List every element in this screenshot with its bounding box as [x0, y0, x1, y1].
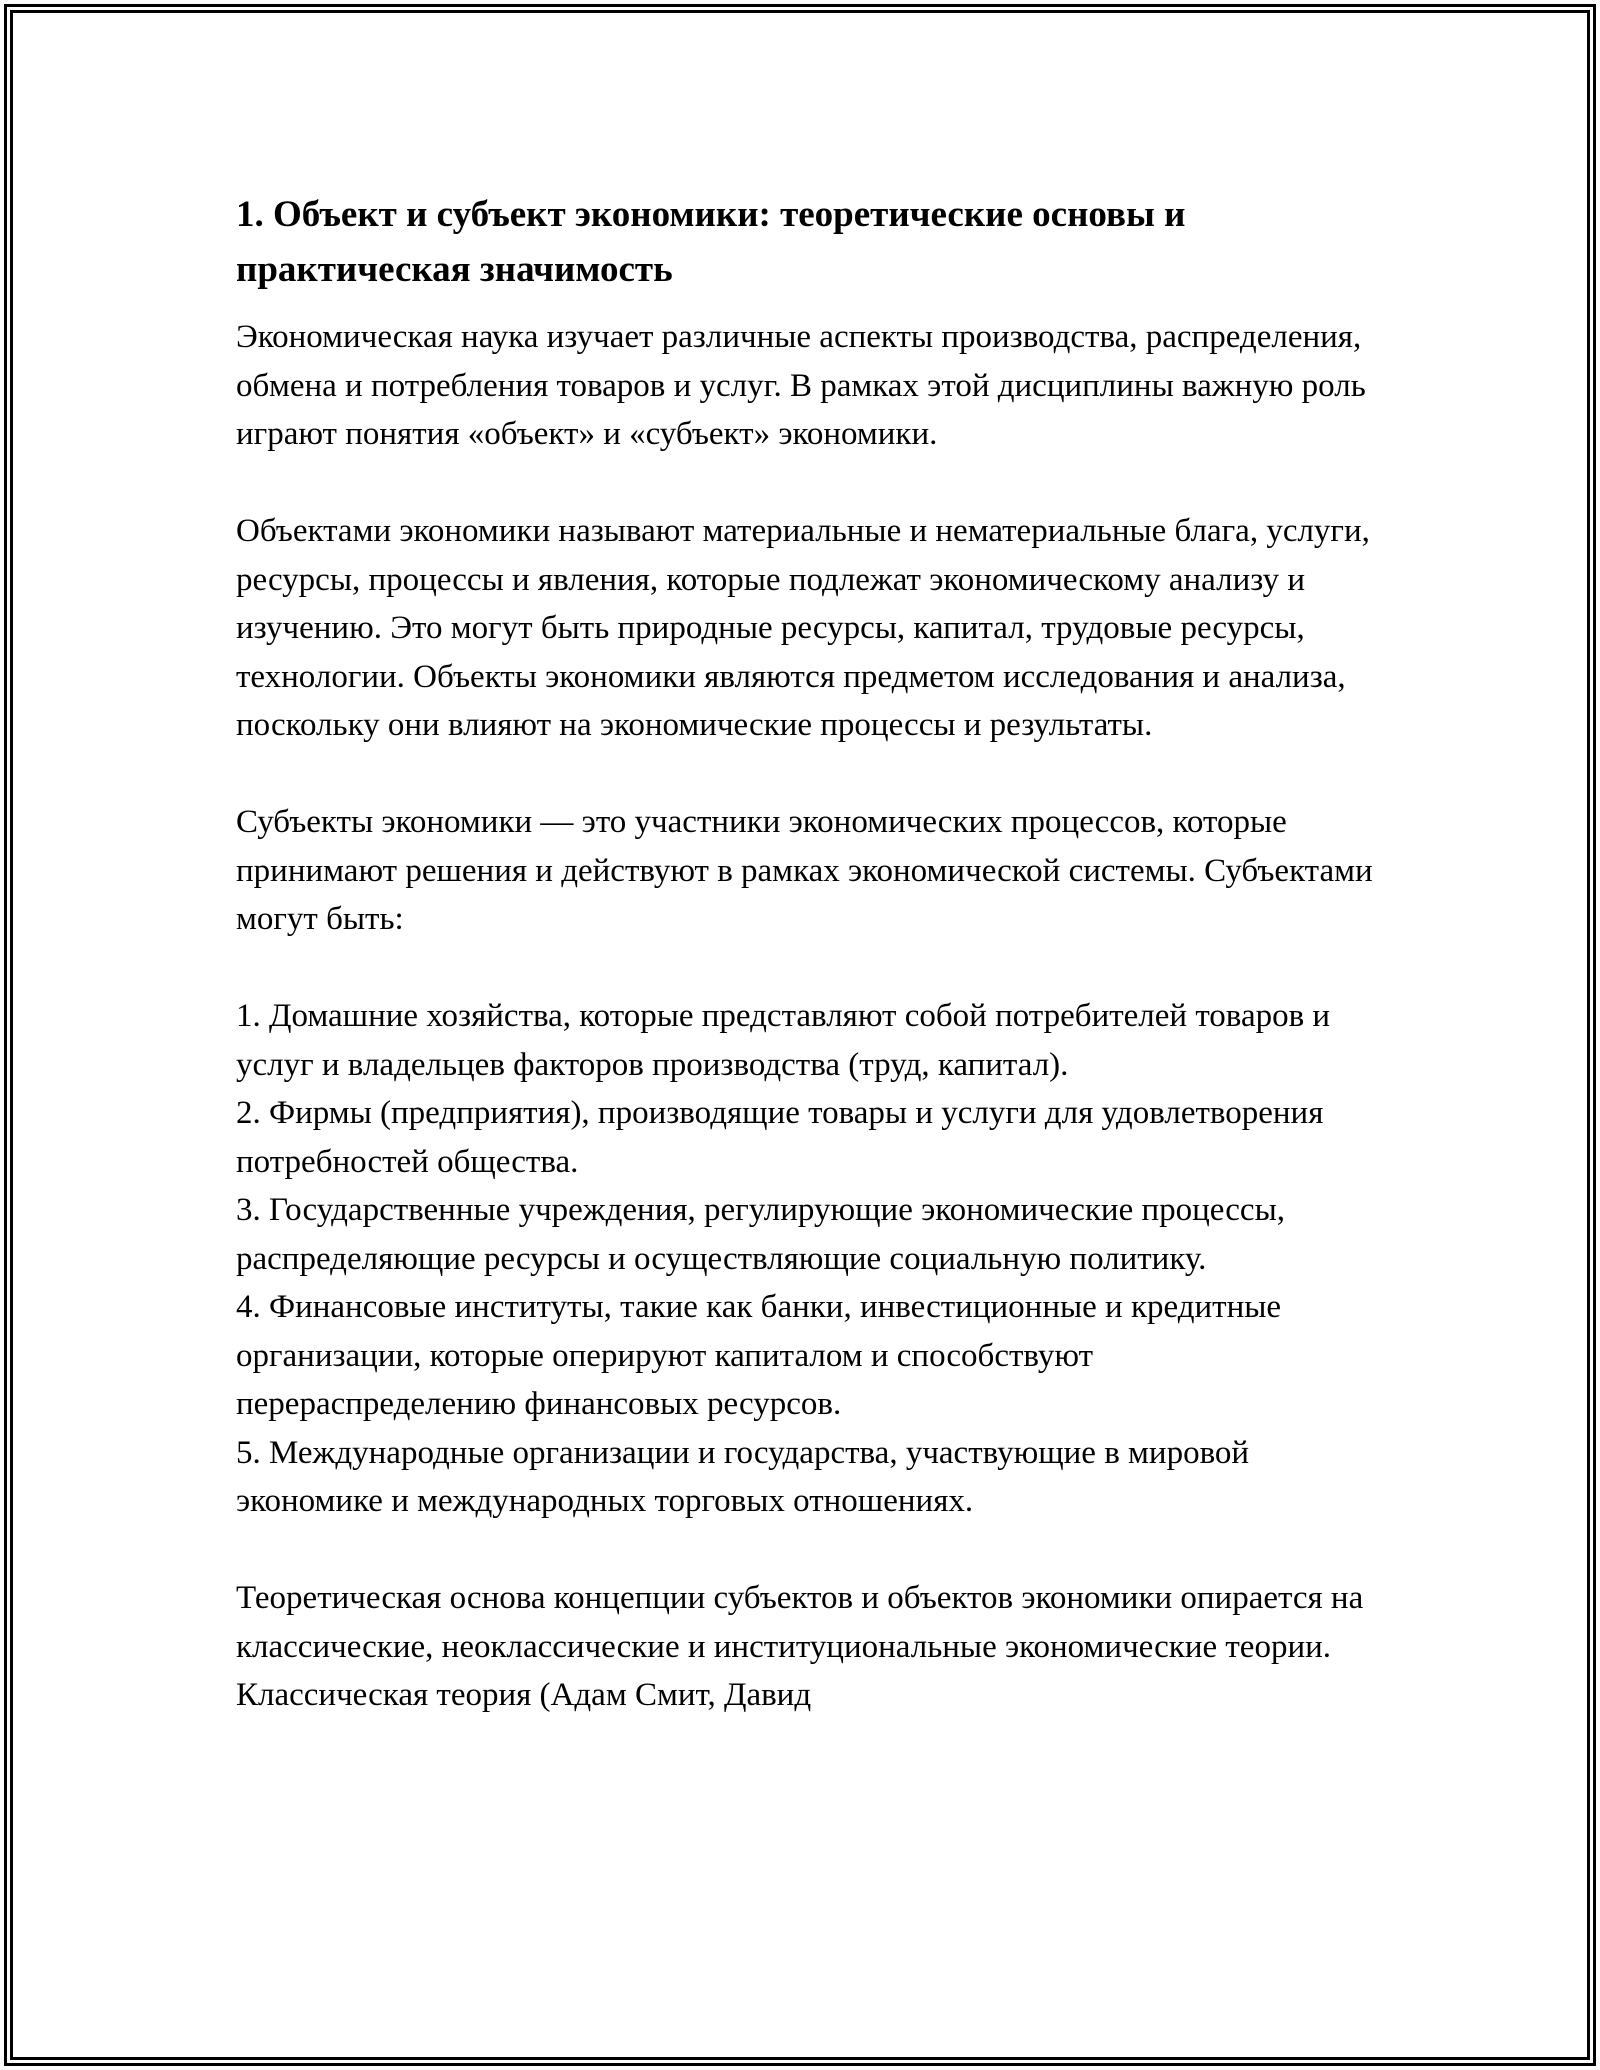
subjects-paragraph: Субъекты экономики — это участники экономических процессов, которые принимают решения и действуют в рамках экономической системы. Субъектами могут быть: — [236, 804, 1373, 937]
list-item: 4. Финансовые институты, такие как банки, инвестиционные и кредитные организации, которые оперируют капиталом и способствуют перераспределению финансовых ресурсов. — [236, 1289, 1282, 1422]
theory-paragraph: Теоретическая основа концепции субъектов и объектов экономики опирается на классические, неоклассические и институциональные экономические теории. Классическая теория (Адам Смит, Давид — [236, 1580, 1364, 1713]
section-title: 1. Объект и субъект экономики: теоретические основы и практическая значимость — [236, 194, 1186, 290]
list-item: 1. Домашние хозяйства, которые представляют собой потребителей товаров и услуг и владельцев факторов производства (труд, капитал). — [236, 998, 1331, 1083]
subjects-list — [236, 992, 1376, 1526]
document-body — [236, 187, 1376, 1768]
list-item: 5. Международные организации и государства, участвующие в мировой экономике и международных торговых отношениях. — [236, 1434, 1250, 1519]
intro-paragraph: Экономическая наука изучает различные аспекты производства, распределения, обмена и потребления товаров и услуг. В рамках этой дисциплины важную роль играют понятия «объект» и «субъект» экономики. — [236, 319, 1366, 452]
list-item: 3. Государственные учреждения, регулирующие экономические процессы, распределяющие ресурсы и осуществляющие социальную политику. — [236, 1192, 1285, 1277]
list-item: 2. Фирмы (предприятия), производящие товары и услуги для удовлетворения потребностей общества. — [236, 1095, 1324, 1180]
objects-paragraph: Объектами экономики называют материальные и нематериальные блага, услуги, ресурсы, процессы и явления, которые подлежат экономическому анализу и изучению. Это могут быть природные ресурсы, капитал, трудовые ресурсы, технологии. Объекты экономики являются предметом исследования и анализа, поскольку они влияют на экономические процессы и результаты. — [236, 513, 1370, 743]
